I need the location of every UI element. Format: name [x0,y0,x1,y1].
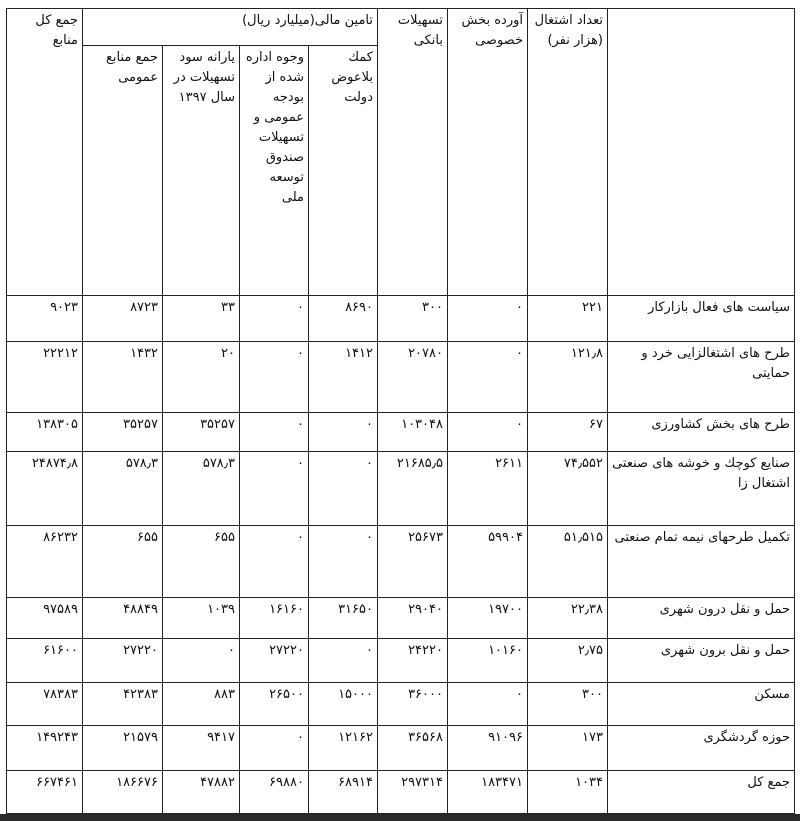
cell-employment: ۱۲۱٫۸ [528,341,608,412]
cell-total: ۲۲۲۱۲ [7,341,83,412]
cell-employment: ۱۷۳ [528,725,608,770]
cell-total: ۱۳۸۳۰۵ [7,412,83,451]
cell-subsidy: ۳۵۲۵۷ [163,412,240,451]
cell-employment: ۱۰۳۴ [528,770,608,813]
cell-grant: ۱۵۰۰۰ [309,682,378,725]
row-label: صنایع کوچك و خوشه های صنعتی اشتغال زا [608,451,795,526]
header-row-1 [7,9,795,46]
cell-public: ۸۷۲۳ [83,296,163,341]
cell-managed: ۰ [240,341,309,412]
cell-public: ۳۵۲۵۷ [83,412,163,451]
cell-total: ۶۱۶۰۰ [7,639,83,682]
cell-total: ۹۷۵۸۹ [7,598,83,639]
cell-employment: ۲۲۱ [528,296,608,341]
cell-private: ۰ [448,341,528,412]
cell-grant: ۱۴۱۲ [309,341,378,412]
row-label: مسکن [608,682,795,725]
cell-employment: ۶۷ [528,412,608,451]
header-public-total: جمع منابع عمومی [83,45,163,296]
cell-public: ۱۸۶۶۷۶ [83,770,163,813]
header-managed-funds: وجوه اداره شده از بودجه عمومی و تسهیلات صندوق توسعه ملی [240,45,309,296]
table-row [7,682,795,725]
cell-private: ۱۰۱۶۰ [448,639,528,682]
cell-private: ۰ [448,412,528,451]
row-label: جمع کل [608,770,795,813]
cell-grant: ۶۸۹۱۴ [309,770,378,813]
row-label: طرح های اشتغالزایی خرد و حمایتی [608,341,795,412]
header-private-sector: آورده بخش خصوصی [448,9,528,296]
table-row [7,526,795,598]
cell-total: ۶۶۷۴۶۱ [7,770,83,813]
cell-total: ۷۸۳۸۳ [7,682,83,725]
cell-public: ۴۲۳۸۳ [83,682,163,725]
cell-public: ۲۷۲۲۰ [83,639,163,682]
cell-total: ۹۰۲۳ [7,296,83,341]
table-row [7,725,795,770]
header-grand-total: جمع کل منابع [7,9,83,296]
cell-bank: ۲۹۷۳۱۴ [378,770,448,813]
cell-subsidy: ۰ [163,639,240,682]
table-row [7,598,795,639]
cell-managed: ۰ [240,526,309,598]
cell-managed: ۱۶۱۶۰ [240,598,309,639]
header-row-label [608,9,795,296]
cell-total: ۲۴۸۷۴٫۸ [7,451,83,526]
cell-private: ۱۸۳۴۷۱ [448,770,528,813]
cell-total: ۱۴۹۲۴۳ [7,725,83,770]
bottom-border-strip [0,814,800,821]
financing-table [6,8,795,814]
cell-bank: ۲۹۰۴۰ [378,598,448,639]
row-label: حمل و نقل درون شهری [608,598,795,639]
cell-managed: ۲۷۲۲۰ [240,639,309,682]
cell-bank: ۲۵۶۷۳ [378,526,448,598]
cell-public: ۵۷۸٫۳ [83,451,163,526]
cell-bank: ۳۶۵۶۸ [378,725,448,770]
cell-managed: ۶۹۸۸۰ [240,770,309,813]
cell-grant: ۰ [309,451,378,526]
table-row-grand-total [7,770,795,813]
cell-bank: ۳۶۰۰۰ [378,682,448,725]
cell-grant: ۰ [309,412,378,451]
row-label: حوزه گردشگری [608,725,795,770]
cell-public: ۴۸۸۴۹ [83,598,163,639]
cell-managed: ۰ [240,725,309,770]
cell-bank: ۱۰۳۰۴۸ [378,412,448,451]
cell-private: ۰ [448,296,528,341]
cell-managed: ۰ [240,412,309,451]
cell-private: ۰ [448,682,528,725]
cell-grant: ۳۱۶۵۰ [309,598,378,639]
cell-subsidy: ۹۴۱۷ [163,725,240,770]
cell-public: ۱۴۳۲ [83,341,163,412]
cell-subsidy: ۴۷۸۸۲ [163,770,240,813]
cell-subsidy: ۲۰ [163,341,240,412]
cell-employment: ۲۲٫۳۸ [528,598,608,639]
cell-grant: ۸۶۹۰ [309,296,378,341]
header-bank-facilities: تسهیلات بانکی [378,9,448,296]
cell-subsidy: ۶۵۵ [163,526,240,598]
table-row [7,639,795,682]
row-label: سیاست های فعال بازارکار [608,296,795,341]
cell-grant: ۱۲۱۶۲ [309,725,378,770]
cell-subsidy: ۱۰۳۹ [163,598,240,639]
table-row [7,451,795,526]
table-row [7,412,795,451]
cell-employment: ۵۱٫۵۱۵ [528,526,608,598]
row-label: تکمیل طرحهای نیمه تمام صنعتی [608,526,795,598]
cell-bank: ۲۰۷۸۰ [378,341,448,412]
cell-bank: ۲۱۶۸۵٫۵ [378,451,448,526]
table-row [7,296,795,341]
cell-public: ۲۱۵۷۹ [83,725,163,770]
cell-bank: ۳۰۰ [378,296,448,341]
cell-subsidy: ۸۸۳ [163,682,240,725]
cell-grant: ۰ [309,526,378,598]
table-row [7,341,795,412]
header-employment: تعداد اشتغال (هزار نفر) [528,9,608,296]
row-label: حمل و نقل برون شهری [608,639,795,682]
cell-private: ۹۱۰۹۶ [448,725,528,770]
cell-employment: ۲٫۷۵ [528,639,608,682]
cell-bank: ۲۴۲۲۰ [378,639,448,682]
cell-grant: ۰ [309,639,378,682]
row-label: طرح های بخش کشاورزی [608,412,795,451]
header-financing-group: تامین مالی(میلیارد ریال) [83,9,378,46]
header-govt-grant: کمك بلاعوض دولت [309,45,378,296]
header-interest-subsidy: یارانه سود تسهیلات در سال ۱۳۹۷ [163,45,240,296]
cell-public: ۶۵۵ [83,526,163,598]
cell-private: ۱۹۷۰۰ [448,598,528,639]
cell-subsidy: ۵۷۸٫۳ [163,451,240,526]
cell-employment: ۷۴٫۵۵۲ [528,451,608,526]
cell-managed: ۲۶۵۰۰ [240,682,309,725]
cell-employment: ۳۰۰ [528,682,608,725]
cell-private: ۵۹۹۰۴ [448,526,528,598]
cell-managed: ۰ [240,451,309,526]
cell-subsidy: ۳۳ [163,296,240,341]
cell-managed: ۰ [240,296,309,341]
cell-total: ۸۶۲۳۲ [7,526,83,598]
cell-private: ۲۶۱۱ [448,451,528,526]
